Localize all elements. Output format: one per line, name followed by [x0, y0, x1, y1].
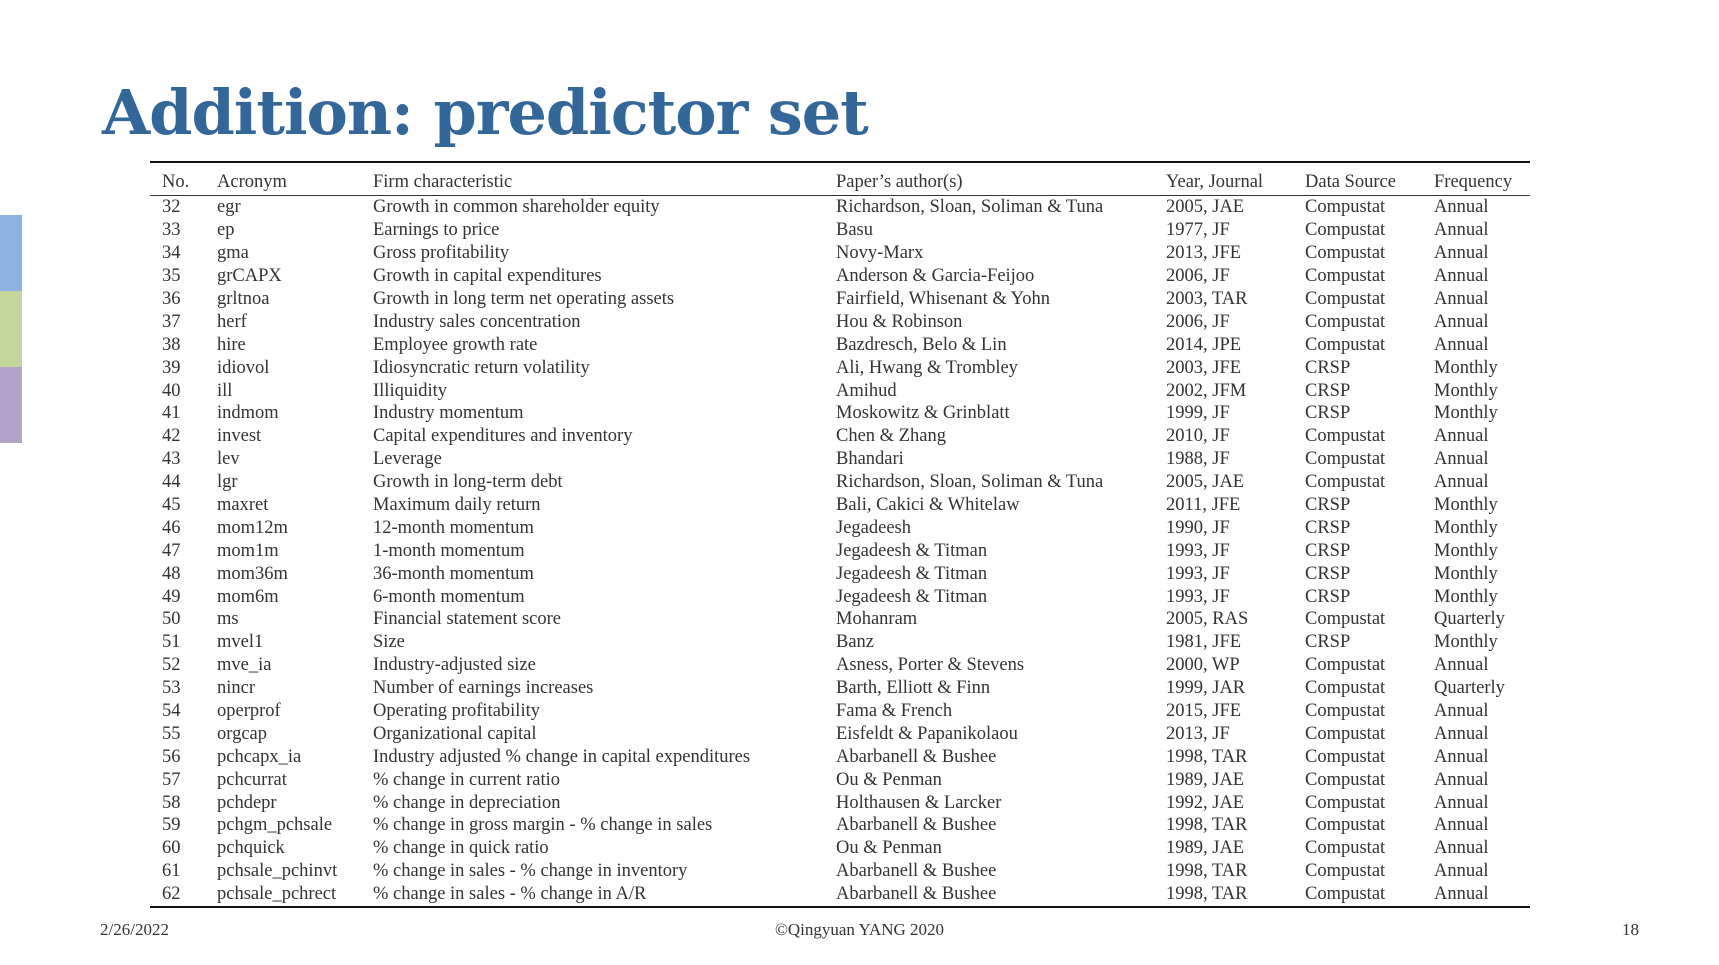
cell-authors: Jegadeesh: [836, 517, 911, 538]
cell-year-journal: 2005, JAE: [1166, 197, 1245, 218]
cell-firm-characteristic: Industry-adjusted size: [373, 655, 536, 676]
cell-frequency: Annual: [1434, 655, 1489, 676]
cell-frequency: Annual: [1434, 815, 1489, 836]
table-row: [150, 608, 1530, 631]
table-row: [150, 677, 1530, 700]
cell-frequency: Monthly: [1434, 563, 1498, 584]
cell-acronym: ep: [217, 220, 235, 241]
cell-authors: Amihud: [836, 380, 897, 401]
cell-data-source: CRSP: [1305, 495, 1351, 516]
cell-authors: Asness, Porter & Stevens: [836, 655, 1025, 676]
cell-frequency: Monthly: [1434, 357, 1498, 378]
cell-year-journal: 1992, JAE: [1166, 792, 1245, 813]
cell-firm-characteristic: Earnings to price: [373, 220, 500, 241]
cell-firm-characteristic: Industry sales concentration: [373, 311, 581, 332]
cell-authors: Bhandari: [836, 449, 904, 470]
table-row: [150, 242, 1530, 265]
cell-firm-characteristic: Employee growth rate: [373, 334, 538, 355]
cell-acronym: gma: [217, 243, 249, 264]
cell-year-journal: 2015, JFE: [1166, 701, 1242, 722]
table-row: [150, 310, 1530, 333]
cell-data-source: CRSP: [1305, 632, 1351, 653]
table-row: [150, 860, 1530, 883]
cell-authors: Ou & Penman: [836, 838, 942, 859]
cell-authors: Richardson, Sloan, Soliman & Tuna: [836, 472, 1104, 493]
cell-authors: Anderson & Garcia-Feijoo: [836, 266, 1035, 287]
cell-firm-characteristic: Illiquidity: [373, 380, 447, 401]
cell-authors: Abarbanell & Bushee: [836, 861, 997, 882]
cell-data-source: Compustat: [1305, 197, 1386, 218]
cell-data-source: CRSP: [1305, 517, 1351, 538]
table-row: [150, 219, 1530, 242]
header-data-source: Data Source: [1293, 162, 1422, 196]
table-row: [150, 562, 1530, 585]
cell-year-journal: 1993, JF: [1166, 586, 1230, 607]
cell-acronym: grCAPX: [217, 266, 282, 287]
cell-no: 61: [162, 861, 181, 882]
header-acronym: Acronym: [205, 162, 361, 196]
cell-firm-characteristic: % change in quick ratio: [373, 838, 549, 859]
cell-firm-characteristic: Growth in capital expenditures: [373, 266, 602, 287]
cell-firm-characteristic: Operating profitability: [373, 701, 540, 722]
cell-no: 51: [162, 632, 181, 653]
cell-acronym: mom6m: [217, 586, 279, 607]
table-row: [150, 471, 1530, 494]
cell-year-journal: 1999, JAR: [1166, 678, 1246, 699]
cell-frequency: Monthly: [1434, 632, 1498, 653]
cell-year-journal: 2005, JAE: [1166, 472, 1245, 493]
cell-frequency: Monthly: [1434, 403, 1498, 424]
accent-bar-blue: [0, 215, 22, 291]
cell-authors: Mohanram: [836, 609, 918, 630]
cell-acronym: mom12m: [217, 517, 288, 538]
cell-year-journal: 2006, JF: [1166, 266, 1230, 287]
header-no: No.: [150, 162, 205, 196]
table-row: [150, 402, 1530, 425]
cell-frequency: Annual: [1434, 838, 1489, 859]
cell-frequency: Annual: [1434, 197, 1489, 218]
cell-no: 49: [162, 586, 181, 607]
cell-no: 50: [162, 609, 181, 630]
predictor-table: [150, 161, 1530, 908]
cell-year-journal: 2003, JFE: [1166, 357, 1242, 378]
cell-year-journal: 2000, WP: [1166, 655, 1240, 676]
table-row: [150, 722, 1530, 745]
cell-firm-characteristic: 36-month momentum: [373, 563, 534, 584]
cell-data-source: Compustat: [1305, 701, 1386, 722]
cell-no: 48: [162, 563, 181, 584]
cell-frequency: Quarterly: [1434, 678, 1505, 699]
cell-no: 60: [162, 838, 181, 859]
cell-firm-characteristic: Maximum daily return: [373, 495, 541, 516]
cell-firm-characteristic: Financial statement score: [373, 609, 562, 630]
cell-data-source: CRSP: [1305, 380, 1351, 401]
cell-firm-characteristic: Leverage: [373, 449, 442, 470]
cell-firm-characteristic: Industry adjusted % change in capital expenditures: [373, 746, 751, 767]
cell-firm-characteristic: 12-month momentum: [373, 517, 534, 538]
cell-authors: Abarbanell & Bushee: [836, 815, 997, 836]
table-row: [150, 425, 1530, 448]
cell-no: 46: [162, 517, 181, 538]
cell-no: 33: [162, 220, 181, 241]
cell-no: 41: [162, 403, 181, 424]
cell-data-source: Compustat: [1305, 311, 1386, 332]
cell-year-journal: 1989, JAE: [1166, 769, 1245, 790]
table-row: [150, 791, 1530, 814]
cell-no: 59: [162, 815, 181, 836]
cell-data-source: CRSP: [1305, 357, 1351, 378]
cell-no: 53: [162, 678, 181, 699]
table-row: [150, 585, 1530, 608]
table-body: [150, 196, 1530, 907]
header-firm-characteristic: Firm characteristic: [361, 162, 824, 196]
cell-data-source: Compustat: [1305, 243, 1386, 264]
cell-authors: Jegadeesh & Titman: [836, 586, 988, 607]
table-row: [150, 539, 1530, 562]
table-row: [150, 196, 1530, 219]
cell-authors: Eisfeldt & Papanikolaou: [836, 723, 1018, 744]
cell-firm-characteristic: Gross profitability: [373, 243, 510, 264]
cell-data-source: Compustat: [1305, 861, 1386, 882]
cell-frequency: Annual: [1434, 220, 1489, 241]
cell-no: 62: [162, 884, 181, 905]
cell-year-journal: 2006, JF: [1166, 311, 1230, 332]
table-row: [150, 379, 1530, 402]
slide-title: Addition: predictor set: [102, 76, 868, 149]
cell-firm-characteristic: 1-month momentum: [373, 540, 525, 561]
cell-authors: Chen & Zhang: [836, 426, 946, 447]
cell-no: 32: [162, 197, 181, 218]
cell-firm-characteristic: Organizational capital: [373, 723, 537, 744]
cell-frequency: Annual: [1434, 266, 1489, 287]
cell-no: 57: [162, 769, 181, 790]
cell-no: 45: [162, 495, 181, 516]
cell-acronym: pchquick: [217, 838, 285, 859]
cell-acronym: idiovol: [217, 357, 270, 378]
page-number: 18: [1622, 920, 1639, 939]
cell-frequency: Annual: [1434, 426, 1489, 447]
accent-bar-green: [0, 291, 22, 367]
cell-acronym: maxret: [217, 495, 269, 516]
cell-no: 36: [162, 289, 181, 309]
cell-frequency: Annual: [1434, 334, 1489, 355]
cell-year-journal: 2014, JPE: [1166, 334, 1242, 355]
cell-data-source: Compustat: [1305, 289, 1386, 309]
cell-data-source: CRSP: [1305, 403, 1351, 424]
cell-data-source: Compustat: [1305, 449, 1386, 470]
cell-acronym: mvel1: [217, 632, 264, 653]
cell-acronym: pchgm_pchsale: [217, 815, 333, 836]
cell-data-source: Compustat: [1305, 838, 1386, 859]
table-row: [150, 883, 1530, 907]
table-row: [150, 745, 1530, 768]
table-row: [150, 448, 1530, 471]
cell-authors: Bali, Cakici & Whitelaw: [836, 495, 1020, 516]
cell-year-journal: 1998, TAR: [1166, 746, 1248, 767]
cell-year-journal: 1977, JF: [1166, 220, 1230, 241]
cell-firm-characteristic: Capital expenditures and inventory: [373, 426, 633, 447]
cell-authors: Fairfield, Whisenant & Yohn: [836, 289, 1050, 309]
cell-data-source: Compustat: [1305, 769, 1386, 790]
cell-data-source: CRSP: [1305, 540, 1351, 561]
cell-firm-characteristic: Growth in long term net operating assets: [373, 289, 675, 309]
cell-firm-characteristic: Growth in long-term debt: [373, 472, 563, 493]
cell-acronym: lgr: [217, 472, 238, 493]
table-row: [150, 814, 1530, 837]
cell-authors: Ou & Penman: [836, 769, 942, 790]
cell-frequency: Annual: [1434, 792, 1489, 813]
cell-frequency: Annual: [1434, 701, 1489, 722]
cell-firm-characteristic: % change in sales - % change in A/R: [373, 884, 647, 905]
table-row: [150, 494, 1530, 517]
cell-year-journal: 2013, JFE: [1166, 243, 1242, 264]
table-row: [150, 333, 1530, 356]
cell-acronym: lev: [217, 449, 240, 470]
cell-year-journal: 2003, TAR: [1166, 289, 1248, 309]
cell-acronym: pchsale_pchrect: [217, 884, 337, 905]
cell-authors: Novy-Marx: [836, 243, 924, 264]
cell-year-journal: 1993, JF: [1166, 563, 1230, 584]
cell-frequency: Annual: [1434, 449, 1489, 470]
cell-data-source: Compustat: [1305, 266, 1386, 287]
cell-firm-characteristic: Growth in common shareholder equity: [373, 197, 660, 218]
cell-acronym: ill: [217, 380, 233, 401]
cell-no: 44: [162, 472, 181, 493]
cell-frequency: Annual: [1434, 289, 1489, 309]
table-row: [150, 265, 1530, 288]
cell-authors: Ali, Hwang & Trombley: [836, 357, 1018, 378]
cell-acronym: orgcap: [217, 723, 267, 744]
cell-year-journal: 2010, JF: [1166, 426, 1230, 447]
cell-data-source: CRSP: [1305, 586, 1351, 607]
cell-data-source: Compustat: [1305, 220, 1386, 241]
cell-frequency: Annual: [1434, 884, 1489, 905]
cell-acronym: grltnoa: [217, 289, 270, 309]
cell-firm-characteristic: % change in depreciation: [373, 792, 561, 813]
cell-data-source: Compustat: [1305, 723, 1386, 744]
cell-data-source: Compustat: [1305, 678, 1386, 699]
cell-data-source: Compustat: [1305, 426, 1386, 447]
cell-authors: Banz: [836, 632, 875, 653]
cell-acronym: nincr: [217, 678, 256, 699]
cell-year-journal: 1989, JAE: [1166, 838, 1245, 859]
cell-data-source: Compustat: [1305, 655, 1386, 676]
cell-data-source: Compustat: [1305, 334, 1386, 355]
cell-frequency: Annual: [1434, 723, 1489, 744]
cell-frequency: Annual: [1434, 769, 1489, 790]
cell-frequency: Monthly: [1434, 517, 1498, 538]
cell-no: 40: [162, 380, 181, 401]
cell-no: 47: [162, 540, 181, 561]
cell-data-source: Compustat: [1305, 472, 1386, 493]
footer-copyright: ©Qingyuan YANG 2020: [774, 920, 945, 939]
header-frequency: Frequency: [1422, 162, 1530, 196]
table-row: [150, 654, 1530, 677]
cell-acronym: pchcurrat: [217, 769, 287, 790]
cell-year-journal: 1988, JF: [1166, 449, 1230, 470]
cell-frequency: Quarterly: [1434, 609, 1505, 630]
cell-acronym: mom36m: [217, 563, 288, 584]
cell-acronym: hire: [217, 334, 246, 355]
cell-acronym: egr: [217, 197, 241, 218]
cell-no: 38: [162, 334, 181, 355]
cell-no: 54: [162, 701, 181, 722]
cell-year-journal: 2002, JFM: [1166, 380, 1247, 401]
cell-no: 37: [162, 311, 181, 332]
cell-frequency: Monthly: [1434, 540, 1498, 561]
cell-data-source: Compustat: [1305, 792, 1386, 813]
cell-frequency: Monthly: [1434, 586, 1498, 607]
cell-year-journal: 2013, JF: [1166, 723, 1230, 744]
cell-acronym: mom1m: [217, 540, 279, 561]
cell-acronym: invest: [217, 426, 262, 447]
cell-year-journal: 1998, TAR: [1166, 884, 1248, 905]
cell-authors: Richardson, Sloan, Soliman & Tuna: [836, 197, 1104, 218]
cell-acronym: pchsale_pchinvt: [217, 861, 338, 882]
cell-firm-characteristic: % change in sales - % change in inventory: [373, 861, 688, 882]
cell-acronym: pchcapx_ia: [217, 746, 302, 767]
cell-acronym: operprof: [217, 701, 281, 722]
cell-data-source: Compustat: [1305, 746, 1386, 767]
table-row: [150, 288, 1530, 311]
cell-no: 39: [162, 357, 181, 378]
table-row: [150, 700, 1530, 723]
cell-firm-characteristic: % change in gross margin - % change in sales: [373, 815, 713, 836]
cell-firm-characteristic: Idiosyncratic return volatility: [373, 357, 590, 378]
cell-authors: Holthausen & Larcker: [836, 792, 1002, 813]
cell-acronym: indmom: [217, 403, 279, 424]
cell-authors: Jegadeesh & Titman: [836, 540, 988, 561]
header-authors: Paper’s author(s): [824, 162, 1154, 196]
cell-frequency: Annual: [1434, 472, 1489, 493]
cell-frequency: Monthly: [1434, 495, 1498, 516]
table-row: [150, 516, 1530, 539]
cell-authors: Bazdresch, Belo & Lin: [836, 334, 1007, 355]
cell-authors: Moskowitz & Grinblatt: [836, 403, 1010, 424]
cell-frequency: Annual: [1434, 311, 1489, 332]
cell-year-journal: 1998, TAR: [1166, 861, 1248, 882]
table-row: [150, 356, 1530, 379]
accent-bar-purple: [0, 367, 22, 443]
cell-acronym: pchdepr: [217, 792, 277, 813]
cell-no: 56: [162, 746, 181, 767]
cell-authors: Fama & French: [836, 701, 953, 722]
cell-frequency: Annual: [1434, 243, 1489, 264]
cell-data-source: Compustat: [1305, 609, 1386, 630]
cell-firm-characteristic: % change in current ratio: [373, 769, 560, 790]
cell-frequency: Annual: [1434, 746, 1489, 767]
cell-firm-characteristic: 6-month momentum: [373, 586, 525, 607]
cell-no: 55: [162, 723, 181, 744]
cell-year-journal: 1981, JFE: [1166, 632, 1242, 653]
cell-frequency: Monthly: [1434, 380, 1498, 401]
cell-year-journal: 2005, RAS: [1166, 609, 1249, 630]
cell-acronym: herf: [217, 311, 247, 332]
cell-no: 58: [162, 792, 181, 813]
footer-date: 2/26/2022: [100, 920, 169, 939]
cell-no: 52: [162, 655, 181, 676]
cell-frequency: Annual: [1434, 861, 1489, 882]
table-row: [150, 631, 1530, 654]
table-row: [150, 768, 1530, 791]
cell-authors: Basu: [836, 220, 873, 241]
cell-authors: Abarbanell & Bushee: [836, 884, 997, 905]
cell-firm-characteristic: Industry momentum: [373, 403, 524, 424]
cell-no: 34: [162, 243, 181, 264]
cell-authors: Hou & Robinson: [836, 311, 963, 332]
cell-data-source: CRSP: [1305, 563, 1351, 584]
cell-data-source: Compustat: [1305, 815, 1386, 836]
cell-acronym: ms: [217, 609, 239, 630]
cell-authors: Barth, Elliott & Finn: [836, 678, 991, 699]
cell-authors: Jegadeesh & Titman: [836, 563, 988, 584]
cell-year-journal: 1998, TAR: [1166, 815, 1248, 836]
cell-authors: Abarbanell & Bushee: [836, 746, 997, 767]
header-year-journal: Year, Journal: [1154, 162, 1293, 196]
table-row: [150, 837, 1530, 860]
cell-year-journal: 1999, JF: [1166, 403, 1230, 424]
cell-firm-characteristic: Number of earnings increases: [373, 678, 594, 699]
cell-year-journal: 1993, JF: [1166, 540, 1230, 561]
cell-no: 35: [162, 266, 181, 287]
table-header-row: [150, 162, 1530, 196]
cell-year-journal: 1990, JF: [1166, 517, 1230, 538]
cell-no: 42: [162, 426, 181, 447]
cell-firm-characteristic: Size: [373, 632, 405, 653]
cell-year-journal: 2011, JFE: [1166, 495, 1241, 516]
cell-data-source: Compustat: [1305, 884, 1386, 905]
cell-no: 43: [162, 449, 181, 470]
cell-acronym: mve_ia: [217, 655, 272, 676]
